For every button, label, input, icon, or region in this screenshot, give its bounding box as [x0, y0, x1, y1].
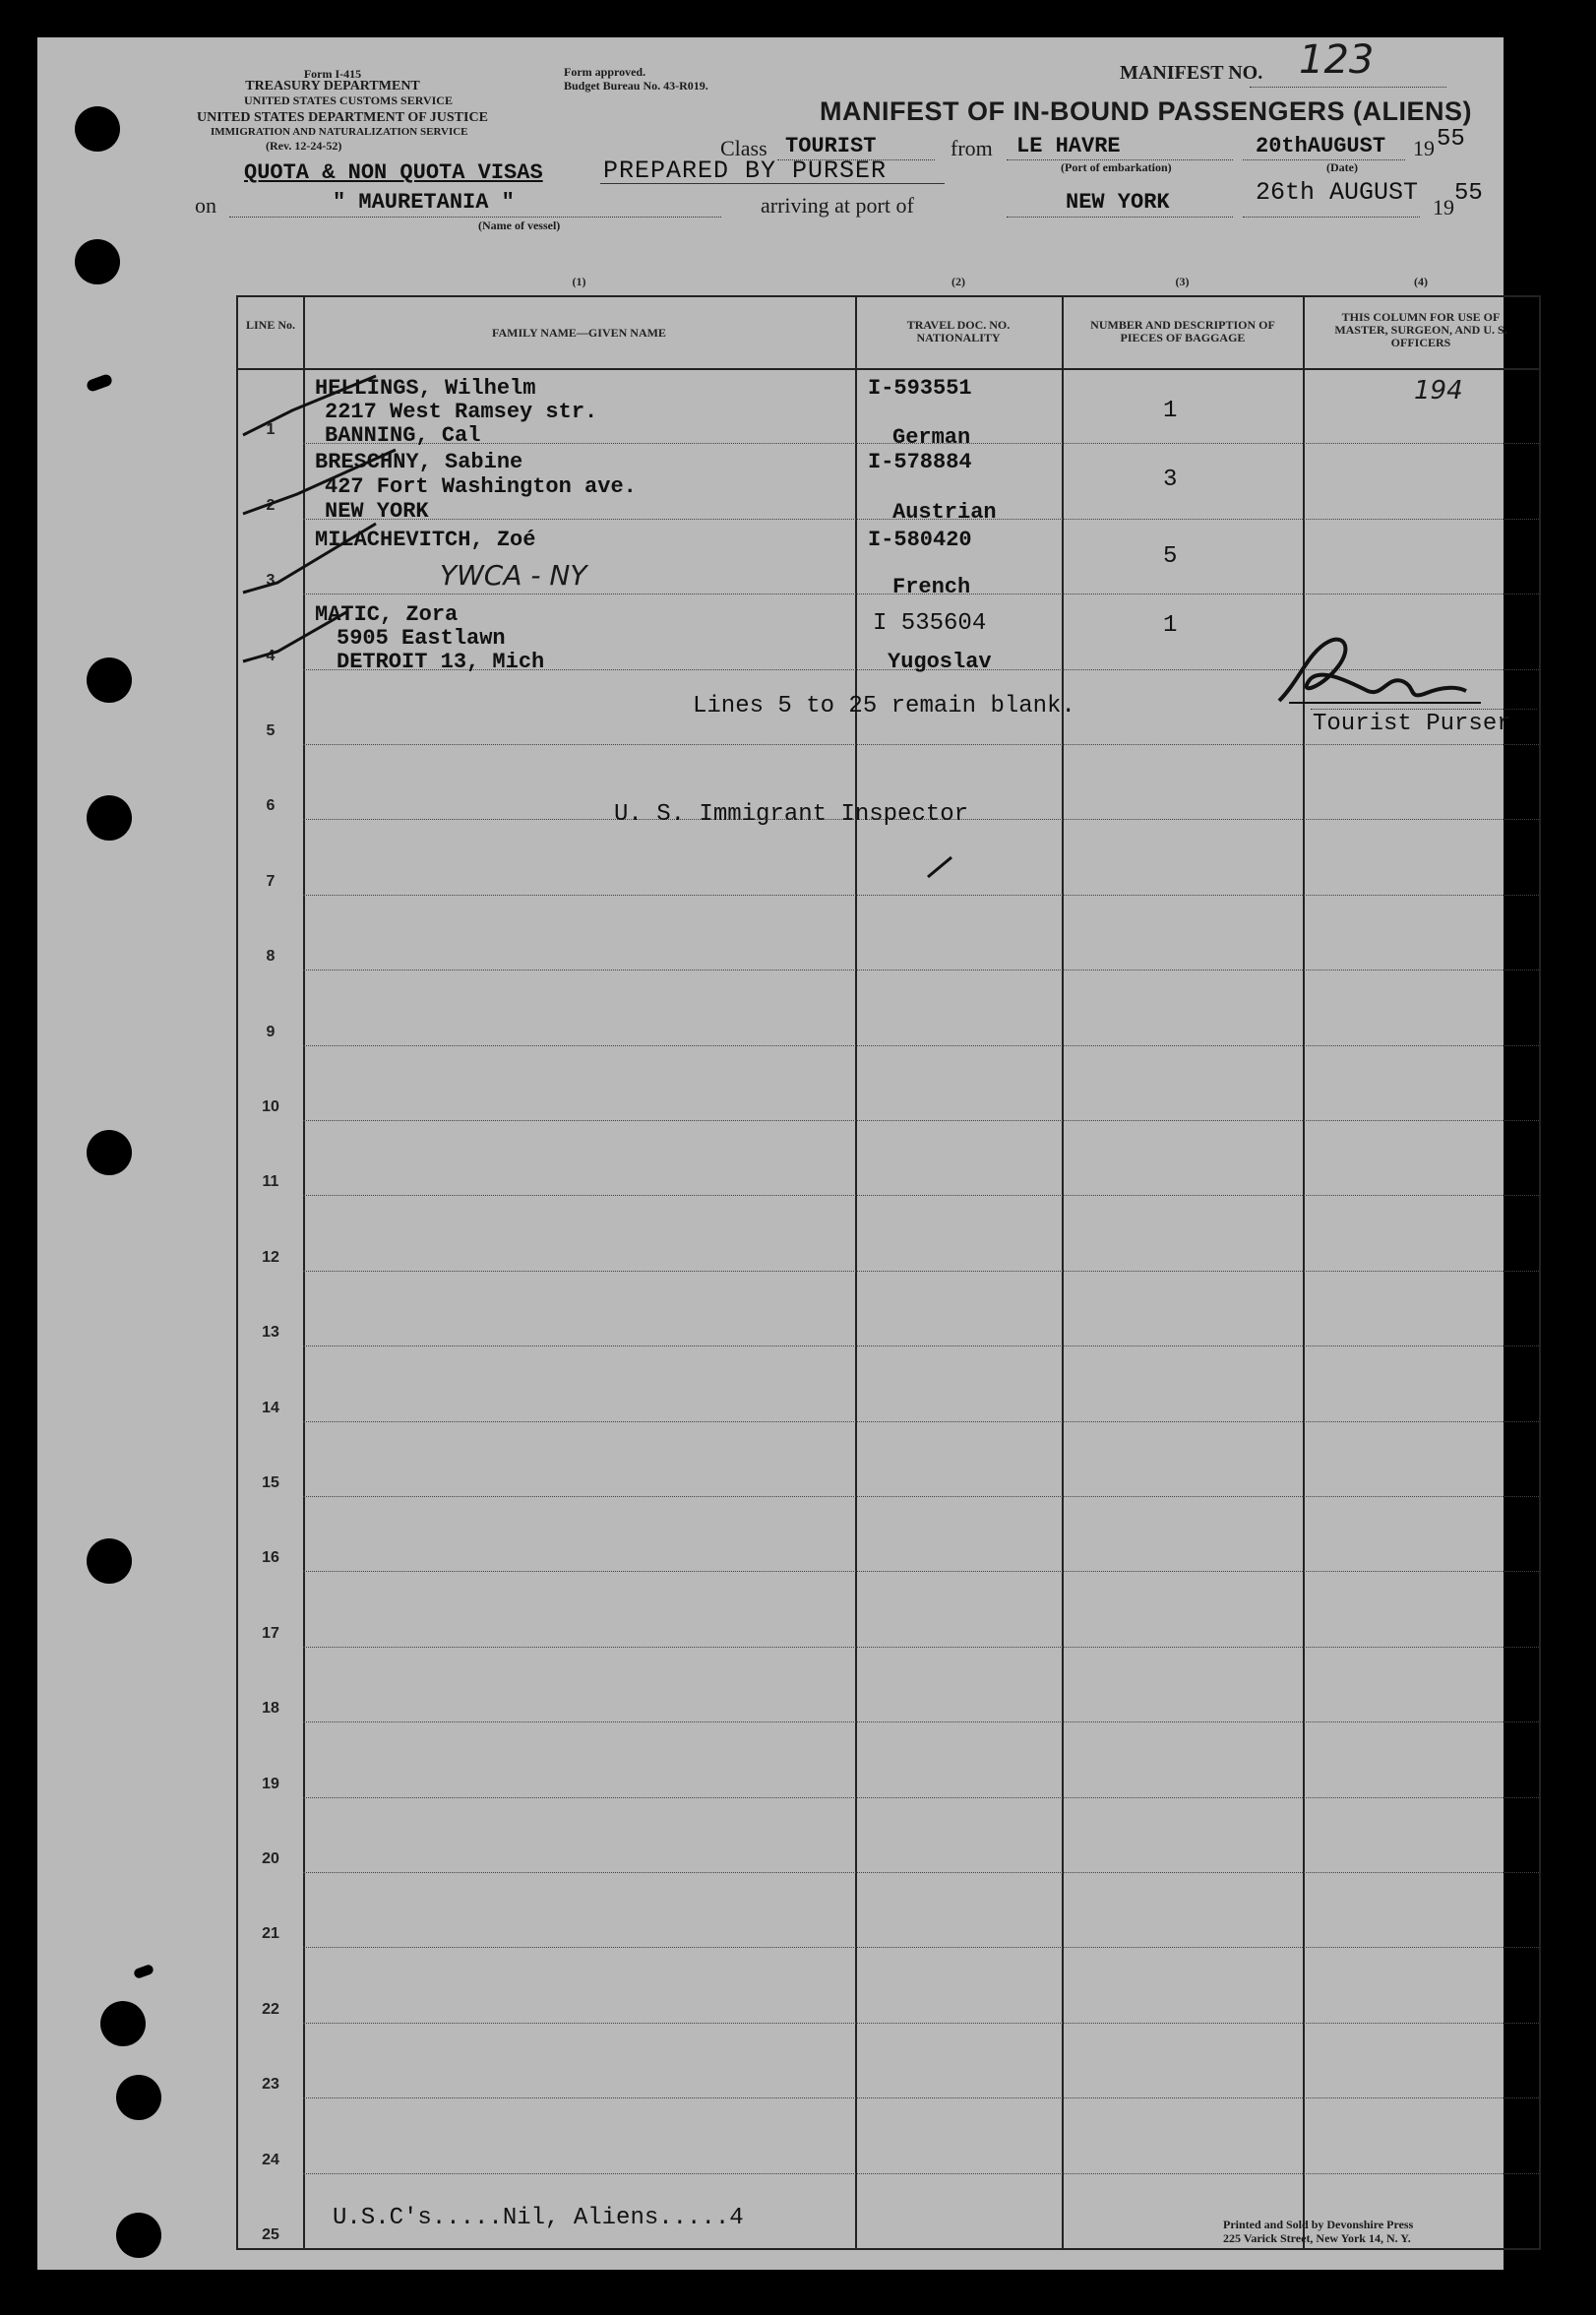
line-number: 8 — [266, 948, 276, 966]
line-number: 24 — [262, 2151, 279, 2168]
arriving-label: arriving at port of — [761, 193, 914, 218]
line-number: 2 — [266, 496, 276, 514]
row-separator — [303, 1721, 1539, 1722]
passenger-table — [236, 275, 1541, 2250]
purser-line — [1311, 709, 1537, 710]
line-number: 13 — [262, 1324, 279, 1342]
row-separator — [303, 1571, 1539, 1572]
line-check-marks — [238, 356, 435, 681]
header-col3: (3) — [1175, 275, 1190, 288]
row-separator — [303, 2023, 1539, 2024]
line-number: 22 — [262, 2000, 279, 2018]
passenger-1-name: HELLINGS, Wilhelm — [315, 376, 536, 401]
date-line — [1243, 157, 1405, 160]
ins-service: IMMIGRATION AND NATURALIZATION SERVICE — [211, 126, 468, 138]
row-separator — [303, 895, 1539, 896]
passenger-3-doc: I-580420 — [868, 528, 972, 552]
passenger-3-nationality: French — [892, 575, 971, 599]
row-separator — [303, 2097, 1539, 2098]
embarkation-caption: (Port of embarkation) — [1061, 160, 1172, 174]
departure-date: 20thAUGUST — [1256, 134, 1386, 158]
punch-hole — [116, 2213, 161, 2258]
class-label: Class — [720, 136, 767, 160]
passenger-3-name: MILACHEVITCH, Zoé — [315, 528, 536, 552]
passenger-1-address: 2217 West Ramsey str. — [325, 400, 598, 424]
passenger-4-baggage: 1 — [1163, 612, 1178, 639]
header-col2: (2) — [951, 275, 965, 288]
line-number: 12 — [262, 1248, 279, 1266]
arrival-year: 55 — [1454, 180, 1483, 207]
passenger-2-doc: I-578884 — [868, 450, 972, 474]
line-number: 25 — [262, 2226, 279, 2243]
class-value: TOURIST — [785, 134, 877, 158]
prepared-by: PREPARED BY PURSER — [603, 156, 888, 185]
line-number: 20 — [262, 1850, 279, 1867]
officer-note: 194 — [1414, 376, 1463, 406]
row-separator — [303, 1195, 1539, 1196]
line-number: 5 — [266, 722, 276, 739]
arrival-date: 26th AUGUST — [1256, 178, 1419, 207]
passenger-2-baggage: 3 — [1163, 467, 1178, 493]
punch-hole — [116, 2075, 161, 2120]
printer-name: Printed and Sold by Devonshire Press — [1223, 2218, 1414, 2231]
form-approved: Form approved. — [564, 65, 646, 79]
passenger-1-nationality: German — [892, 425, 971, 450]
manifest-number: 123 — [1299, 37, 1375, 83]
header-travel-doc: TRAVEL DOC. NO. NATIONALITY — [906, 318, 1011, 344]
header-name: FAMILY NAME—GIVEN NAME — [492, 326, 666, 340]
passenger-2-city: NEW YORK — [325, 499, 429, 524]
line-number: 23 — [262, 2076, 279, 2094]
printer-address: 225 Varick Street, New York 14, N. Y. — [1223, 2231, 1411, 2245]
row-separator — [303, 1120, 1539, 1121]
row-separator — [303, 1045, 1539, 1046]
line-number: 17 — [262, 1624, 279, 1642]
arrival-year-prefix: 19 — [1433, 195, 1454, 219]
vessel-line — [229, 215, 721, 218]
passenger-1-city: BANNING, Cal — [325, 423, 481, 448]
line-number: 3 — [266, 572, 276, 590]
passenger-2-address: 427 Fort Washington ave. — [325, 474, 637, 499]
revision: (Rev. 12-24-52) — [266, 139, 342, 153]
line-number: 1 — [266, 421, 276, 439]
line-number: 19 — [262, 1775, 279, 1792]
row-separator — [303, 1647, 1539, 1648]
arrival-date-line — [1243, 215, 1420, 218]
arrival-port-line — [1007, 215, 1233, 218]
manifest-title: MANIFEST OF IN-BOUND PASSENGERS (ALIENS) — [820, 96, 1473, 126]
passenger-3-baggage: 5 — [1163, 543, 1178, 570]
passenger-2-name: BRESCHNY, Sabine — [315, 450, 523, 474]
port-of-embarkation: LE HAVRE — [1016, 134, 1121, 158]
totals-summary: U.S.C's.....Nil, Aliens.....4 — [333, 2205, 744, 2231]
row-separator — [303, 1345, 1539, 1346]
port-of-arrival: NEW YORK — [1066, 190, 1170, 215]
blank-lines-note: Lines 5 to 25 remain blank. — [693, 693, 1075, 720]
punch-hole — [87, 1538, 132, 1584]
header-col1: (1) — [572, 275, 586, 288]
col-divider — [855, 297, 857, 2248]
line-number: 9 — [266, 1023, 276, 1040]
col-divider — [1062, 297, 1064, 2248]
passenger-1-doc: I-593551 — [868, 376, 972, 401]
punch-hole — [87, 657, 132, 703]
inspector-initial-mark — [922, 844, 961, 883]
punch-hole — [75, 106, 120, 152]
header-officers: THIS COLUMN FOR USE OF MASTER, SURGEON, AND U. S. OFFICERS — [1334, 310, 1507, 349]
from-label: from — [951, 136, 993, 160]
passenger-4-city: DETROIT 13, Mich — [337, 650, 545, 674]
row-separator — [303, 1421, 1539, 1422]
line-number: 16 — [262, 1549, 279, 1567]
punch-hole — [75, 239, 120, 284]
treasury-dept: TREASURY DEPARTMENT — [245, 79, 420, 94]
line-number: 7 — [266, 872, 276, 890]
passenger-2-nationality: Austrian — [892, 500, 997, 525]
on-label: on — [195, 193, 216, 218]
manifest-number-line — [1250, 85, 1446, 88]
header-baggage: NUMBER AND DESCRIPTION OF PIECES OF BAGGAGE — [1090, 318, 1275, 344]
form-number: Form I-415 — [303, 67, 362, 81]
passenger-1-baggage: 1 — [1163, 398, 1178, 424]
line-number: 10 — [262, 1098, 279, 1115]
line-number: 18 — [262, 1700, 279, 1718]
inspector-label: U. S. Immigrant Inspector — [614, 801, 969, 828]
year-prefix: 19 — [1413, 136, 1435, 160]
line-number: 14 — [262, 1399, 279, 1416]
line-number: 15 — [262, 1474, 279, 1491]
customs-service: UNITED STATES CUSTOMS SERVICE — [244, 94, 453, 107]
justice-dept: UNITED STATES DEPARTMENT OF JUSTICE — [197, 110, 488, 125]
col-divider — [1303, 297, 1305, 2248]
passenger-4-address: 5905 Eastlawn — [337, 626, 506, 651]
row-separator — [303, 744, 1539, 745]
vessel-name: " MAURETANIA " — [333, 190, 515, 215]
punch-hole — [87, 1130, 132, 1175]
row-separator — [303, 2173, 1539, 2174]
purser-signature — [1269, 622, 1496, 711]
punch-hole — [87, 795, 132, 841]
manifest-page — [37, 37, 1511, 2270]
passenger-4-doc: I 535604 — [873, 610, 987, 637]
line-number: 11 — [262, 1173, 279, 1191]
year-value: 55 — [1437, 126, 1465, 153]
header-line-no: LINE No. — [245, 318, 295, 332]
row-separator — [303, 1271, 1539, 1272]
line-number: 6 — [266, 797, 276, 815]
date-caption: (Date) — [1326, 160, 1358, 174]
passenger-4-nationality: Yugoslav — [888, 650, 992, 674]
line-number: 21 — [262, 1925, 279, 1943]
row-separator — [303, 1797, 1539, 1798]
purser-title: Tourist Purser — [1313, 711, 1511, 737]
punch-mark — [86, 373, 114, 393]
row-separator — [303, 1496, 1539, 1497]
prepared-by-line — [600, 183, 945, 184]
row-separator — [303, 1947, 1539, 1948]
passenger-3-address: YWCA - NY — [440, 559, 587, 592]
budget-bureau: Budget Bureau No. 43-R019. — [564, 79, 708, 93]
punch-mark — [133, 1964, 154, 1979]
visa-type: QUOTA & NON QUOTA VISAS — [244, 160, 543, 185]
passenger-4-name: MATIC, Zora — [315, 602, 459, 627]
row-separator — [303, 1872, 1539, 1873]
line-number: 4 — [266, 647, 276, 664]
punch-hole — [100, 2001, 146, 2046]
header-col4: (4) — [1414, 275, 1428, 288]
vessel-caption: (Name of vessel) — [478, 219, 561, 232]
manifest-number-label: MANIFEST NO. — [1120, 62, 1263, 84]
